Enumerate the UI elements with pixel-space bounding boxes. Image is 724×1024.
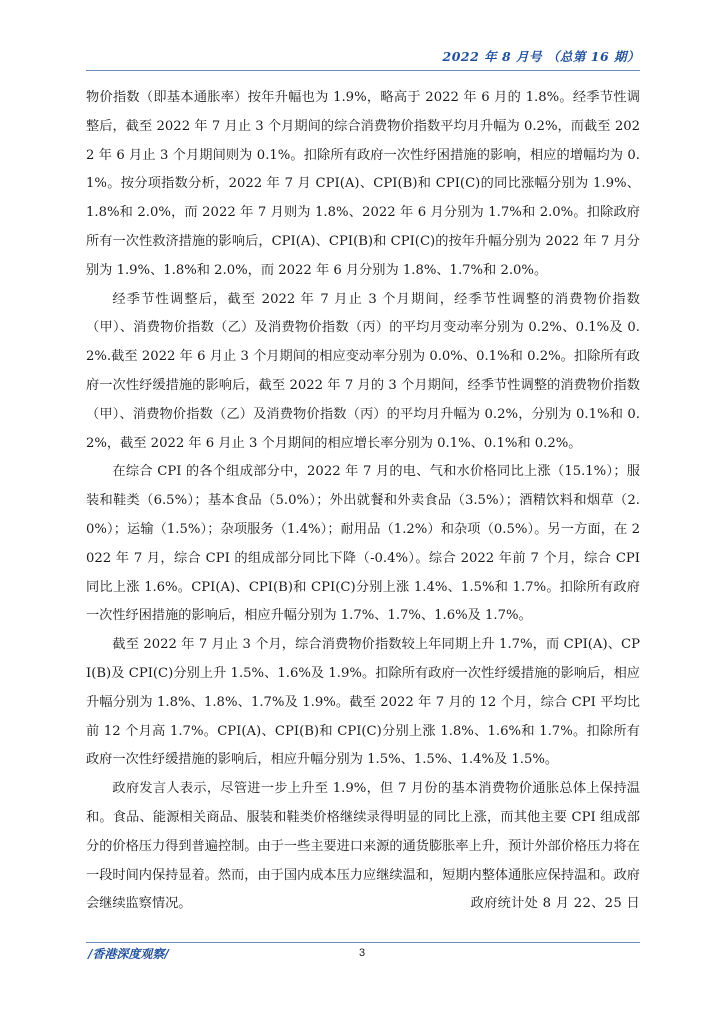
paragraph-seasonally-adjusted: 经季节性调整后，截至 2022 年 7 月止 3 个月期间，经季节性调整的消费物价指数（甲）、消费物价指数（乙）及消费物价指数（丙）的平均月变动率分别为 0.2%、0.1%及 0.2%.截至 2022 年 6 月止 3 个月期间的相应变动率分别为 0.0%、0.1%和 0.2%。扣除所有政府一次性纾缓措施的影响后，截至 2022 年 7 月的 3 个月期间，经季节性调整的消费物价指数（甲）、消费物价指数（乙）及消费物价指数（丙）的平均月升幅为 0.2%，分别为 0.1%和 0.2%，截至 2022 年 6 月止 3 个月期间的相应增长率分别为 0.1%、0.1%和 0.2%。 xyxy=(86,291,640,451)
header-divider xyxy=(86,70,640,71)
page-number: 3 xyxy=(358,947,366,959)
issue-label: 2022 年 8 月号 （总第 16 期） xyxy=(442,49,640,64)
paragraph-cpi-components: 在综合 CPI 的各个组成部分中，2022 年 7 月的电、气和水价格同比上涨（15.1%）；服装和鞋类（6.5%）；基本食品（5.0%）；外出就餐和外卖食品（3.5%）；酒精饮料和烟草（2.0%）；运输（1.5%）；杂项服务（1.4%）；耐用品（1.2%）和杂项（0.5%）。另一方面，在 2022 年 7 月，综合 CPI 的组成部分同比下降（-0.4%）。综合 2022 年前 7 个月，综合 CPI 同比上涨 1.6%。CPI(A)、CPI(B)和 CPI(C)分别上涨 1.4%、1.5%和 1.7%。扣除所有政府一次性纾困措施的影响后，相应升幅分别为 1.7%、1.7%、1.6%及 1.7%。 xyxy=(86,464,640,624)
article-body xyxy=(86,84,640,919)
source-sign-off: 政府统计处 8 月 22、25 日 xyxy=(470,896,640,912)
footer-divider xyxy=(86,942,640,943)
publication-brand: /香港深度观察/ xyxy=(88,947,169,961)
paragraph-government-comment-text: 政府发言人表示，尽管进一步上升至 1.9%，但 7 月份的基本消费物价通胀总体上保持温和。食品、能源相关商品、服装和鞋类价格继续录得明显的同比上涨，而其他主要 CPI 组成部分的价格压力得到普遍控制。由于一些主要进口来源的通货膨胀率上升，预计外部价格压力将在一段时间内保持显着。然而，由于国内成本压力应继续温和，短期内整体通胀应保持温和。政府会继续监察情况。 xyxy=(86,781,640,912)
paragraph-continued-inflation: 物价指数（即基本通胀率）按年升幅也为 1.9%，略高于 2022 年 6 月的 1.8%。经季节性调整后，截至 2022 年 7 月止 3 个月期间的综合消费物价指数平均月升幅为 0.2%，而截至 2022 年 6 月止 3 个月期间则为 0.1%。扣除所有政府一次性纾困措施的影响，相应的增幅均为 0.1%。按分项指数分析，2022 年 7 月 CPI(A)、CPI(B)和 CPI(C)的同比涨幅分别为 1.9%、1.8%和 2.0%，而 2022 年 7 月则为 1.8%、2022 年 6 月分别为 1.7%和 2.0%。扣除政府所有一次性救济措施的影响后，CPI(A)、CPI(B)和 CPI(C)的按年升幅分别为 2022 年 7 月分别为 1.9%、1.8%和 2.0%，而 2022 年 6 月分别为 1.8%、1.7%和 2.0%。 xyxy=(86,90,640,278)
paragraph-government-comment xyxy=(86,775,640,919)
paragraph-three-month-comparison: 截至 2022 年 7 月止 3 个月，综合消费物价指数较上年同期上升 1.7%，而 CPI(A)、CPI(B)及 CPI(C)分别上升 1.5%、1.6%及 1.9%。扣除所有政府一次性纾缓措施的影响后，相应升幅分别为 1.8%、1.8%、1.7%及 1.9%。截至 2022 年 7 月的 12 个月，综合 CPI 平均比前 12 个月高 1.7%。CPI(A)、CPI(B)和 CPI(C)分别上涨 1.8%、1.6%和 1.7%。扣除所有政府一次性纾缓措施的影响后，相应升幅分别为 1.5%、1.5%、1.4%及 1.5%。 xyxy=(86,637,640,768)
